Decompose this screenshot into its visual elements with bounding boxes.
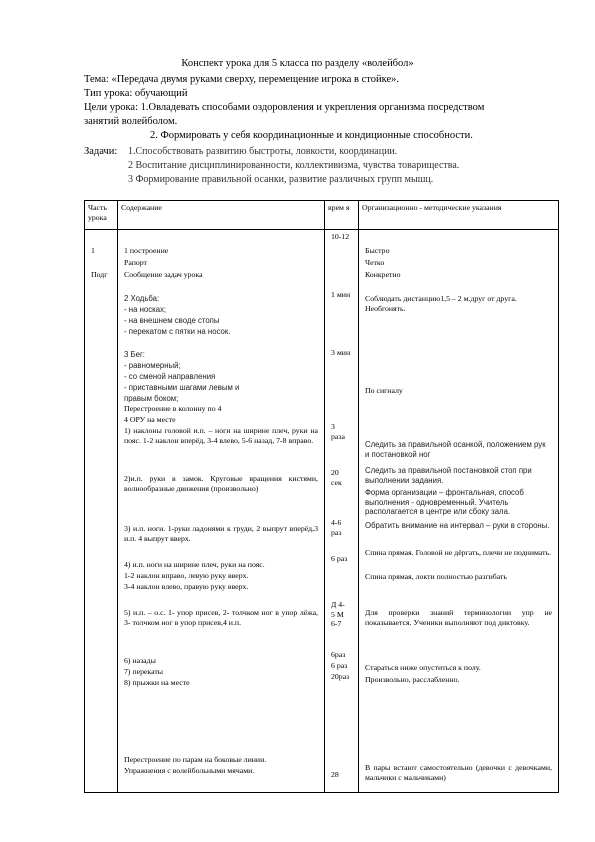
goals-line-2: занятий волейболом. bbox=[84, 116, 178, 127]
content-line: - на носках; bbox=[124, 305, 167, 314]
note-line: Конкретно bbox=[365, 270, 401, 279]
content-line: 3 Бег: bbox=[124, 350, 145, 359]
lesson-theme: Тема: «Передача двумя руками сверху, перемещение игрока в стойке». bbox=[84, 74, 399, 85]
time-value: Д 4-5 М 6-7 bbox=[331, 600, 345, 629]
table-header-row bbox=[85, 201, 559, 230]
note-line: Для проверки знаний терминологии упр не показывается. Ученики выполняют под диктовку. bbox=[365, 608, 552, 627]
table-row bbox=[85, 230, 559, 793]
note-line: Следить за правильной постановкой стоп при выполнении задания. bbox=[365, 466, 532, 485]
time-value: 20раз bbox=[331, 672, 350, 681]
note-line: В пары встают самостоятельно (девочки с девочками, мальчики с мальчиками) bbox=[365, 763, 552, 782]
time-value: 28 bbox=[331, 770, 339, 779]
content-line: Упражнения с волейбольными мячами. bbox=[124, 766, 255, 775]
note-line: Спина прямая. Головой не дёргать, плечи не поднимать. bbox=[365, 548, 552, 557]
part-name: Подг bbox=[91, 270, 108, 279]
note-line: Быстро bbox=[365, 246, 390, 255]
task-item-3: 3 Формирование правильной осанки, развитие различных групп мышц. bbox=[128, 174, 434, 185]
note-line: Соблюдать дистанцию1,5 – 2 м.друг от друга. Необгонять. bbox=[365, 294, 517, 313]
content-line: 2)и.п. руки в замок. Круговые вращения кистями, волнообразные движения (произвольно) bbox=[124, 474, 318, 493]
goals-line-1: Цели урока: 1.Овладевать способами оздоровления и укрепления организма посредством bbox=[84, 102, 485, 113]
tasks-label: Задачи: bbox=[84, 146, 118, 157]
note-line: Произвольно, расслабленно. bbox=[365, 675, 460, 684]
content-line: 6) назады bbox=[124, 656, 156, 665]
notes-cell bbox=[359, 230, 559, 793]
goals-line-3: 2. Формировать у себя координационные и кондиционные способности. bbox=[150, 130, 473, 141]
content-line: 1) наклоны головой и.п. – ноги на ширине плеч, руки на пояс. 1-2 наклон вперёд, 3-4 влево, 5-6 назад, 7-8 вправо. bbox=[124, 426, 318, 445]
part-cell bbox=[85, 230, 118, 793]
note-line: Форма организации – фронтальная, способ выполнения - одновременный. Учитель располагается в центре или сбоку зала. bbox=[365, 488, 524, 517]
time-value: 6 раз bbox=[331, 661, 348, 670]
lesson-plan-table bbox=[84, 200, 559, 793]
note-line: Обратить внимание на интервал – руки в стороны. bbox=[365, 521, 550, 530]
column-header-notes: Организационно - методические указания bbox=[359, 201, 559, 230]
note-line: Четко bbox=[365, 258, 385, 267]
content-line: - приставными шагами левым и bbox=[124, 383, 240, 392]
column-header-part: Часть урока bbox=[85, 201, 118, 230]
content-line: 3-4 наклон влево, правую руку вверх. bbox=[124, 582, 249, 591]
content-line: - со сменой направления bbox=[124, 372, 216, 381]
content-line: 4) и.п. ноги на ширине плеч, руки на пояс. bbox=[124, 560, 265, 569]
time-value: 3 раза bbox=[331, 422, 345, 441]
content-line: - перекатом с пятки на носок. bbox=[124, 327, 231, 336]
time-value: 1 мин bbox=[331, 290, 351, 299]
task-item-2: 2 Воспитание дисциплинированности, коллективизма, чувства товарищества. bbox=[128, 160, 460, 171]
note-line: Следить за правильной осанкой, положением рук и постановкой ног bbox=[365, 440, 546, 459]
task-item-1: 1.Способствовать развитию быстроты, ловкости, координации. bbox=[128, 146, 398, 157]
column-header-content: Содержание bbox=[118, 201, 325, 230]
note-line: По сигналу bbox=[365, 386, 403, 395]
time-value: 3 мин bbox=[331, 348, 351, 357]
note-line: Спина прямая, локти полностью разгибать bbox=[365, 572, 507, 581]
content-line: 3) и.п. ноги. 1-руки ладонями к груди, 2 выпрут вперёд,3 и.п. 4 выпрут вверх. bbox=[124, 524, 318, 543]
content-line: Рапорт bbox=[124, 258, 147, 267]
content-line: Перестроение в колонну по 4 bbox=[124, 404, 222, 413]
content-line: Перестроение по парам на боковые линии. bbox=[124, 755, 267, 764]
content-line: 1 построение bbox=[124, 246, 169, 255]
column-header-time: врем я bbox=[325, 201, 359, 230]
content-line: 1-2 наклон вправо, левую руку вверх. bbox=[124, 571, 249, 580]
content-line: 5) и.п. – о.с. 1- упор присев, 2- толчком ног в упор лёжа, 3- толчком ног в упор присев,4 и.п. bbox=[124, 608, 318, 627]
content-line: 7) перекаты bbox=[124, 667, 164, 676]
content-line: - на внешнем своде стопы bbox=[124, 316, 220, 325]
content-line: 8) прыжки на месте bbox=[124, 678, 190, 687]
time-value: 20 сек bbox=[331, 468, 342, 487]
content-cell bbox=[118, 230, 325, 793]
time-cell bbox=[325, 230, 359, 793]
time-value: 10-12 bbox=[331, 232, 350, 241]
content-line: - равномерный; bbox=[124, 361, 181, 370]
time-value: 6раз bbox=[331, 650, 346, 659]
document-title: Конспект урока для 5 класса по разделу «волейбол» bbox=[181, 58, 414, 69]
lesson-type: Тип урока: обучающий bbox=[84, 88, 188, 99]
content-line: 2 Ходьба: bbox=[124, 294, 160, 303]
content-line: 4 ОРУ на месте bbox=[124, 415, 176, 424]
note-line: Стараться ниже опуститься к полу. bbox=[365, 663, 481, 672]
time-value: 4-6 раз bbox=[331, 518, 342, 537]
content-line: правым боком; bbox=[124, 394, 179, 403]
content-line: Сообщение задач урока bbox=[124, 270, 203, 279]
time-value: 6 раз bbox=[331, 554, 348, 563]
part-number: 1 bbox=[91, 246, 95, 255]
